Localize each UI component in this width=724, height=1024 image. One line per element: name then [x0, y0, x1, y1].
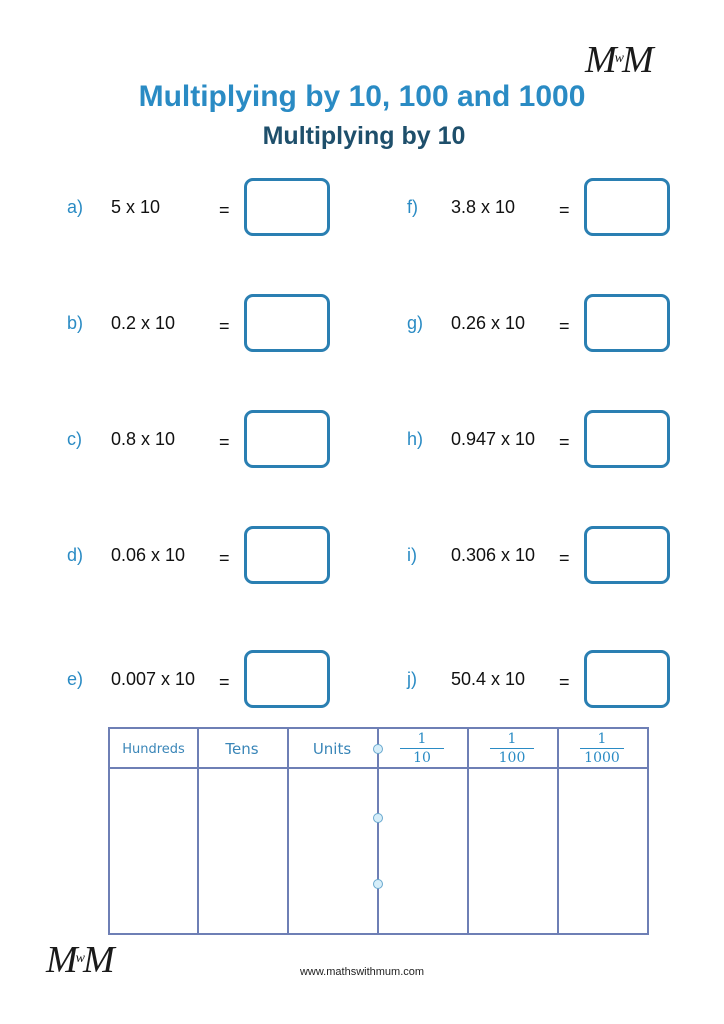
logo-letter: M: [585, 39, 617, 81]
header-tens: Tens: [225, 740, 259, 758]
question-expression: 50.4 x 10: [451, 669, 526, 689]
column-divider: [557, 729, 559, 933]
header-hundredths: [482, 731, 542, 766]
answer-box[interactable]: [584, 526, 670, 584]
question-expression: 0.26 x 10: [451, 313, 526, 333]
equals-sign: =: [559, 672, 570, 692]
equals-sign: =: [219, 672, 230, 692]
question-g: [407, 294, 677, 356]
logo-letter: M: [622, 39, 654, 81]
header-thousandths: [572, 731, 632, 766]
question-expression: 0.306 x 10: [451, 545, 536, 565]
question-letter: j): [407, 669, 417, 689]
equals-sign: =: [559, 316, 570, 336]
answer-box[interactable]: [244, 410, 330, 468]
answer-box[interactable]: [584, 178, 670, 236]
logo-top: [585, 38, 654, 82]
answer-box[interactable]: [584, 650, 670, 708]
question-h: [407, 410, 677, 472]
answer-box[interactable]: [244, 526, 330, 584]
header-units: Units: [312, 740, 352, 758]
fraction-bar: [580, 748, 624, 749]
question-i: [407, 526, 677, 588]
answer-box[interactable]: [244, 294, 330, 352]
equals-sign: =: [219, 432, 230, 452]
question-expression: 0.2 x 10: [111, 313, 176, 333]
fraction-numerator: 1: [597, 731, 607, 747]
fraction-denominator: 10: [413, 750, 431, 766]
fraction-bar: [490, 748, 534, 749]
question-letter: h): [407, 429, 424, 449]
fraction-numerator: 1: [417, 731, 427, 747]
equals-sign: =: [219, 200, 230, 220]
place-value-table: [108, 727, 649, 935]
decimal-point-dot: [373, 813, 383, 823]
footer-website: www.mathswithmum.com: [299, 966, 425, 978]
fraction-bar: [400, 748, 444, 749]
question-expression: 0.8 x 10: [111, 429, 176, 449]
column-divider: [467, 729, 469, 933]
header-hundreds: Hundreds: [122, 741, 185, 757]
decimal-point-dot: [373, 879, 383, 889]
question-e: [67, 650, 337, 712]
column-divider: [377, 729, 379, 933]
equals-sign: =: [559, 200, 570, 220]
page-subtitle: Multiplying by 10: [262, 122, 466, 150]
fraction-denominator: 1000: [584, 750, 620, 766]
question-expression: 5 x 10: [111, 197, 161, 217]
question-letter: f): [407, 197, 418, 217]
question-a: [67, 178, 337, 240]
fraction-denominator: 100: [498, 750, 526, 766]
decimal-point-dot: [373, 744, 383, 754]
question-letter: i): [407, 545, 417, 565]
question-letter: d): [67, 545, 84, 565]
question-b: [67, 294, 337, 356]
logo-letter: M: [46, 939, 78, 981]
equals-sign: =: [219, 316, 230, 336]
fraction-numerator: 1: [507, 731, 517, 747]
question-letter: a): [67, 197, 84, 217]
logo-letter: M: [83, 939, 115, 981]
question-expression: 0.007 x 10: [111, 669, 196, 689]
question-expression: 3.8 x 10: [451, 197, 516, 217]
equals-sign: =: [219, 548, 230, 568]
answer-box[interactable]: [584, 410, 670, 468]
answer-box[interactable]: [244, 178, 330, 236]
question-j: [407, 650, 677, 712]
question-c: [67, 410, 337, 472]
answer-box[interactable]: [244, 650, 330, 708]
question-letter: c): [67, 429, 82, 449]
question-f: [407, 178, 677, 240]
answer-box[interactable]: [584, 294, 670, 352]
logo-letter: w: [75, 951, 85, 966]
logo-letter: w: [614, 51, 624, 66]
equals-sign: =: [559, 432, 570, 452]
question-letter: e): [67, 669, 84, 689]
question-expression: 0.06 x 10: [111, 545, 186, 565]
question-letter: b): [67, 313, 84, 333]
question-expression: 0.947 x 10: [451, 429, 536, 449]
equals-sign: =: [559, 548, 570, 568]
page-title: Multiplying by 10, 100 and 1000: [138, 80, 586, 113]
question-letter: g): [407, 313, 424, 333]
question-d: [67, 526, 337, 588]
header-tenths: [392, 731, 452, 766]
